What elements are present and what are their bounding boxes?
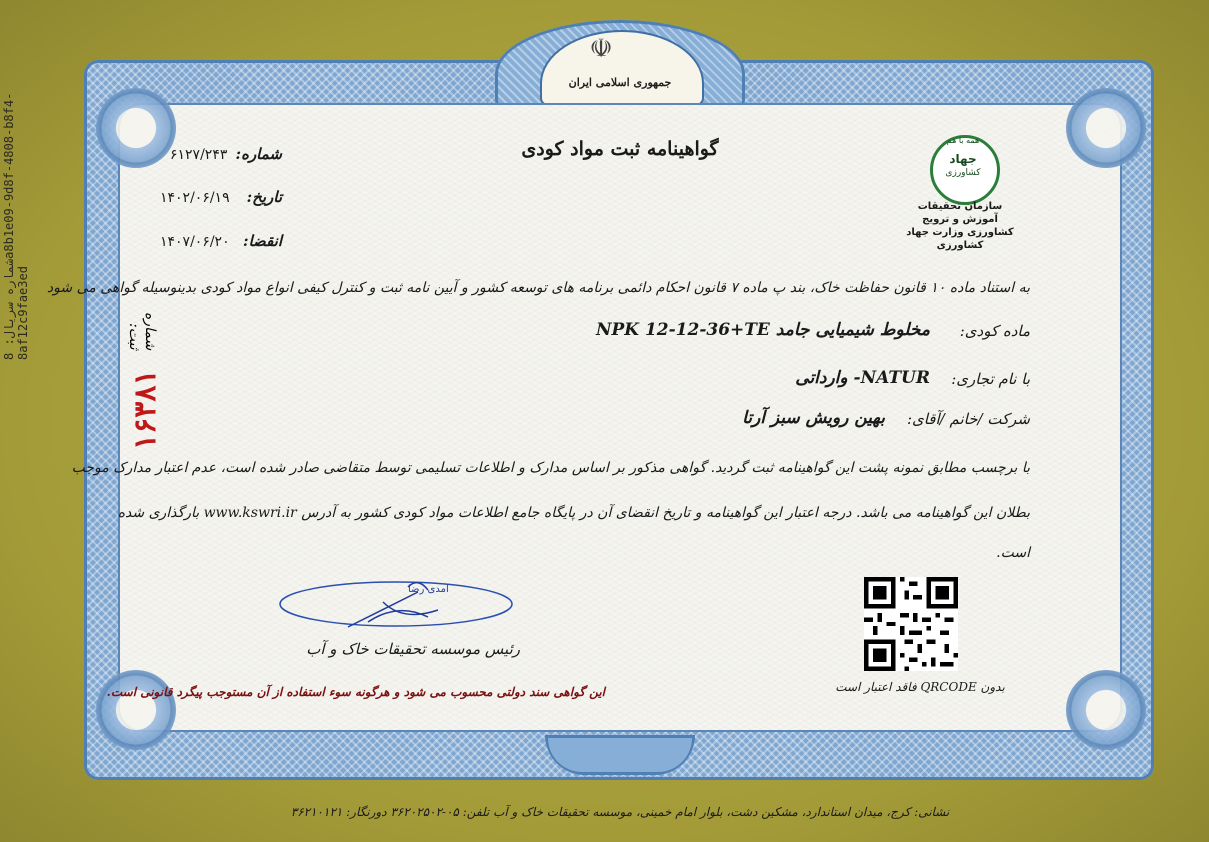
qr-code (864, 577, 958, 671)
logo-sub-text: کشاورزی (945, 168, 981, 178)
bottom-ornament (545, 735, 695, 775)
signature-title: رئیس موسسه تحقیقات خاک و آب (306, 640, 520, 658)
brand-value: NATUR- وارداتی (795, 368, 930, 388)
serial-number: شماره سریال: 8a8b1e09-9d8f-4808-b8f4-8af12c9fae3ed (2, 92, 30, 360)
logo-ring-text: همه با هم (946, 136, 980, 145)
paragraph-line-3: است. (996, 545, 1030, 561)
paragraph-line-2: بطلان این گواهینامه می باشد. درجه اعتبار این گواهینامه و تاریخ انقضای آن در پایگاه جامع اطلاعات مواد کودی کشور به آدرس www.kswri.ir بارگذاری شده (117, 505, 1030, 521)
corner-ornament (96, 670, 176, 750)
document-title: گواهینامه ثبت مواد کودی (521, 138, 719, 160)
qr-note: بدون QRCODE فاقد اعتبار است (835, 680, 1005, 694)
paragraph-line-1: با برچسب مطابق نمونه پشت این گواهینامه ثبت گردید. گواهی مذکور بر اساس مدارک و اطلاعات تسلیمی توسط متقاضی صادر شده است، عدم اعتبار مدارک موجب (71, 460, 1030, 476)
corner-ornament (1066, 88, 1146, 168)
emblem-title: جمهوری اسلامی ایران (568, 76, 672, 89)
intro-text: به استناد ماده ۱۰ قانون حفاظت خاک، بند پ ماده ۷ قانون احکام دائمی برنامه های توسعه کشور و آیین نامه ثبت و کنترل کیفی انواع مواد کودی بدینوسیله گواهی می شود (46, 280, 1030, 296)
company-value: بهین رویش سبز آرتا (742, 408, 885, 428)
emblem-icon: ☫ (589, 34, 613, 64)
company-label: شرکت /خانم /آقای: (906, 410, 1030, 428)
number-label: شماره: (235, 145, 282, 163)
brand-label: با نام تجاری: (951, 370, 1030, 388)
logo-main-text: جهاد (949, 152, 977, 166)
organization-name: سازمان تحقیقات آموزش و ترویج کشاورزی وزارت جهاد کشاورزی (906, 201, 1014, 251)
date-value: ۱۴۰۲/۰۶/۱۹ (160, 190, 230, 206)
expiry-label: انقضا: (242, 232, 282, 250)
legal-warning: این گواهی سند دولتی محسوب می شود و هرگونه سوء استفاده از آن مستوجب پیگرد قانونی است. (106, 685, 605, 699)
corner-ornament (96, 88, 176, 168)
material-label: ماده کودی: (959, 322, 1030, 340)
number-value: ۶۱۲۷/۲۴۳ (170, 147, 228, 163)
registration-label: شماره ثبت: (126, 311, 158, 350)
corner-ornament (1066, 670, 1146, 750)
registration-number: ۱۶۳۸۱ (128, 369, 163, 450)
date-label: تاریخ: (246, 188, 282, 206)
expiry-value: ۱۴۰۷/۰۶/۲۰ (160, 234, 230, 250)
footer-address: نشانی: کرج، میدان استاندارد، مشکین دشت، بلوار امام خمینی، موسسه تحقیقات خاک و آب تلفن: ۰۵-۳۶۲۰۲۵۰۲ دورنگار: ۳۶۲۱۰۱۲۱ (290, 805, 950, 819)
material-value: مخلوط شیمیایی جامد NPK 12-12-36+TE (595, 320, 930, 340)
svg-text:امدی رضا: امدی رضا (408, 584, 449, 595)
